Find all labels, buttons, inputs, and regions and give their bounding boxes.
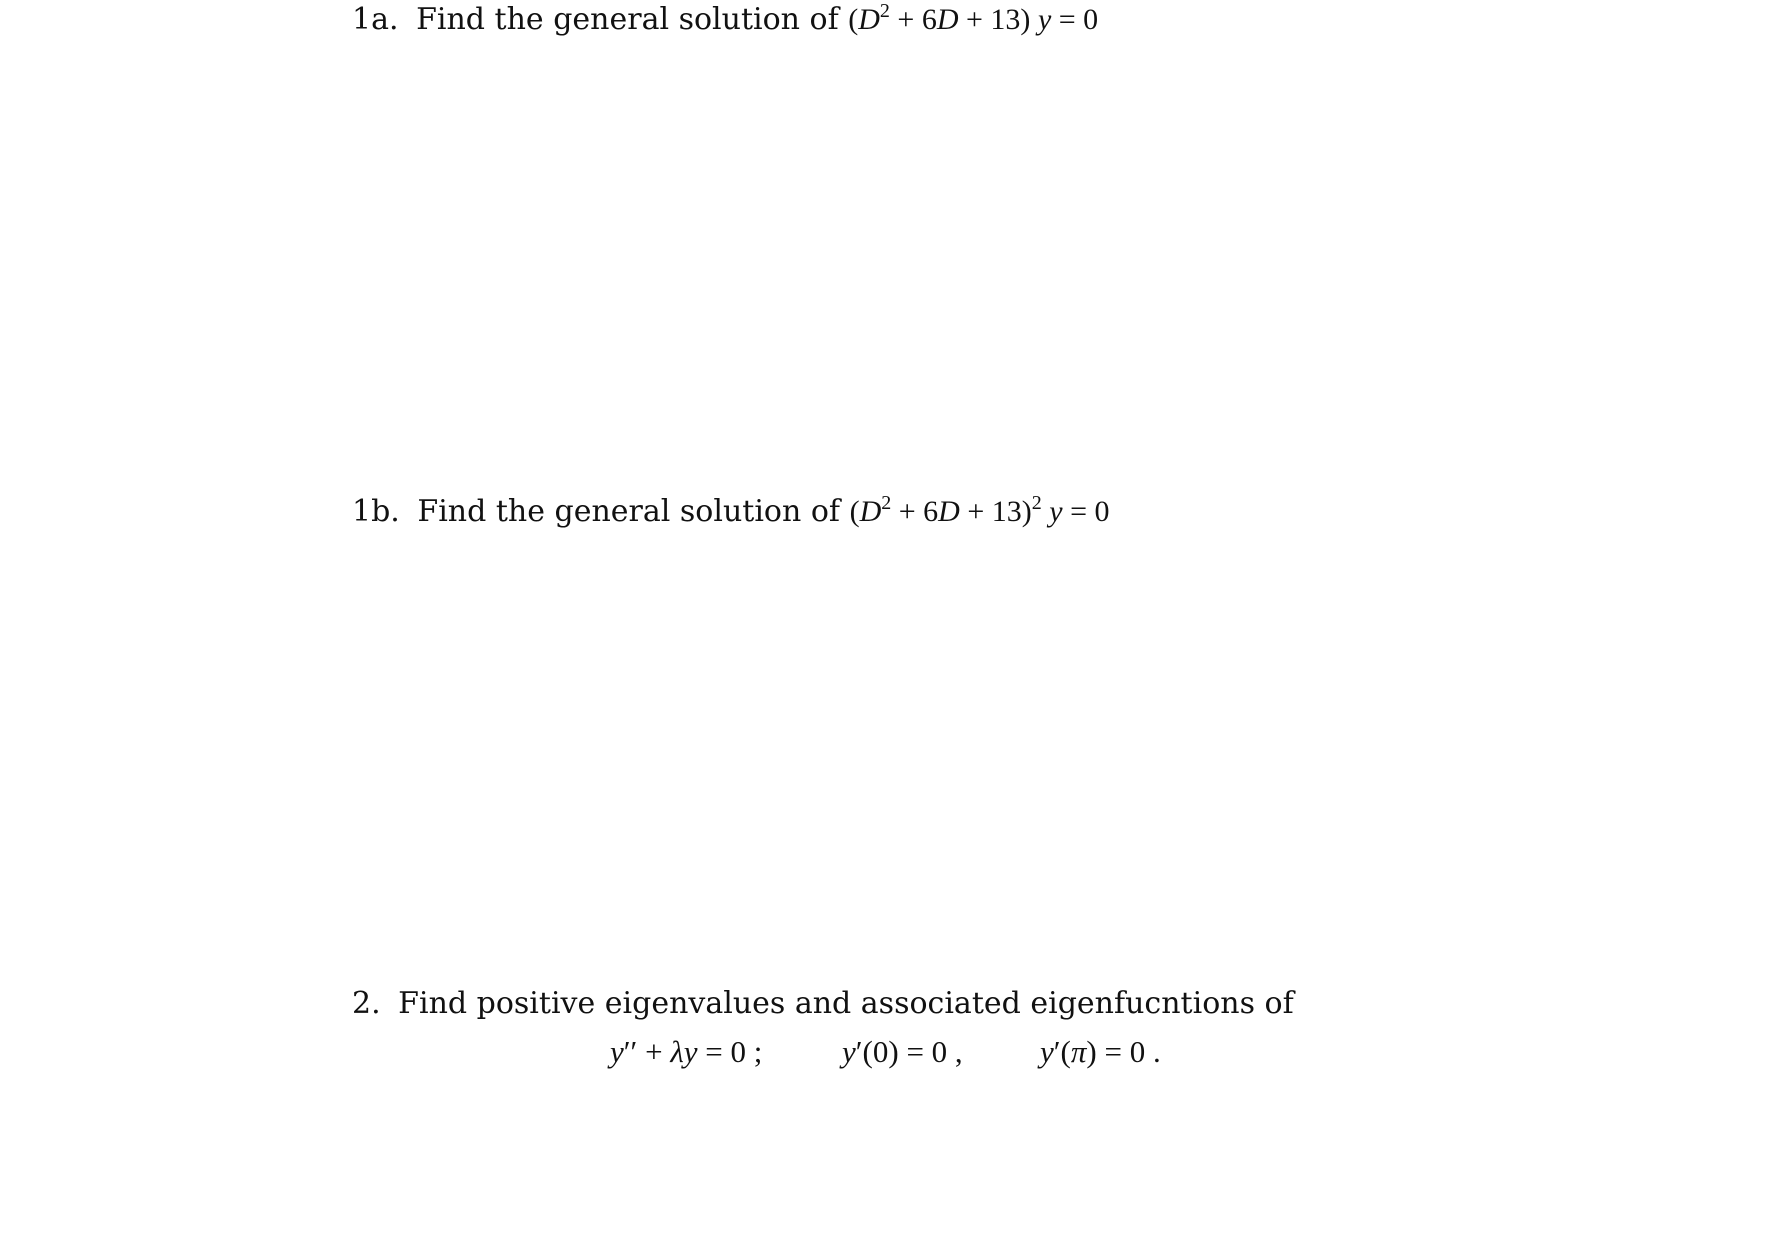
eq-variable-y: y [1037,3,1052,36]
eq-close-paren: ) [1086,1034,1097,1069]
eq-term: + 13) [959,495,1032,528]
eq-exponent: 2 [881,492,892,514]
problem-prompt: Find positive eigenvalues and associated eigenfucntions of [398,986,1294,1021]
eq-operator-d: D [858,3,880,36]
eq-variable-y: y [683,1034,698,1069]
eq-term: + 6 [889,3,937,36]
eq-variable-y: y [610,1034,624,1069]
problem-1b [352,494,1110,530]
eq-operator-d: D [859,495,882,528]
equation [848,0,1099,36]
eq-prime: ′ [1053,1034,1061,1069]
problem-1a [352,2,1098,38]
eq-open-paren: ( [1060,1034,1071,1069]
eq-variable-y: y [842,1034,856,1069]
ode-equation [610,1034,762,1070]
eq-rhs: = 0 [1062,495,1110,528]
eq-exponent: 2 [879,0,890,22]
eq-operator-d: D [938,495,960,528]
eq-prime: ′ [855,1034,863,1069]
equation [849,492,1110,528]
eq-pi: π [1070,1034,1087,1069]
eq-lambda: λ [670,1034,684,1069]
eq-rhs: = 0 [1051,3,1099,36]
eq-open-paren: ( [849,495,860,528]
eq-variable-y: y [1040,1034,1054,1069]
problem-number: 1b. [352,494,400,529]
boundary-condition-0 [842,1034,963,1070]
problem-2 [352,986,1294,1022]
eq-prime: ′′ [623,1034,638,1069]
problem-prompt: Find the general solution of [417,494,841,529]
boundary-condition-pi [1040,1034,1161,1070]
eq-plus: + [637,1034,671,1069]
problem-number: 1a. [352,2,399,37]
eq-rhs: = 0 ; [697,1034,763,1069]
problem-prompt: Find the general solution of [416,2,839,37]
eq-rhs: = 0 , [898,1034,963,1069]
eq-variable-y: y [1049,495,1063,528]
eq-term: + 13) [958,3,1031,36]
eq-argument: (0) [862,1034,899,1069]
eq-rhs: = 0 . [1096,1034,1161,1069]
problem-number: 2. [352,986,381,1021]
eq-term: + 6 [891,495,939,528]
eq-open-paren: ( [848,3,859,36]
eq-exponent: 2 [1031,492,1042,514]
eq-operator-d: D [936,3,959,36]
